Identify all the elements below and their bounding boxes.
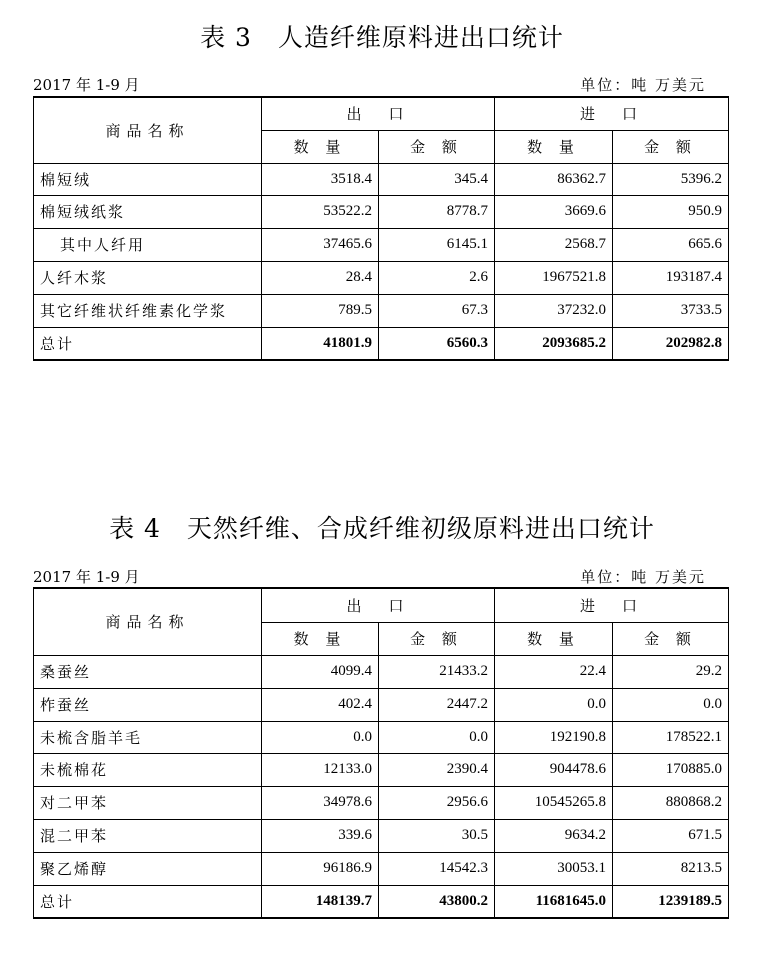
row-name: 对二甲苯 bbox=[34, 786, 262, 819]
table4-meta bbox=[33, 566, 728, 586]
table-row bbox=[34, 852, 729, 885]
row-name: 总计 bbox=[34, 885, 262, 918]
import-qty: 86362.7 bbox=[495, 163, 613, 195]
export-qty: 339.6 bbox=[262, 819, 379, 852]
import-amount: 8213.5 bbox=[613, 852, 729, 885]
table4-header-import-amount: 金 额 bbox=[613, 622, 729, 655]
export-qty: 53522.2 bbox=[262, 195, 379, 228]
import-qty: 11681645.0 bbox=[495, 885, 613, 918]
table-row bbox=[34, 228, 729, 261]
import-amount: 29.2 bbox=[613, 655, 729, 688]
import-qty: 1967521.8 bbox=[495, 261, 613, 294]
table3-header-import-qty: 数 量 bbox=[495, 130, 613, 163]
table3-header-export: 出 口 bbox=[262, 97, 495, 130]
export-amount: 43800.2 bbox=[379, 885, 495, 918]
import-qty: 192190.8 bbox=[495, 721, 613, 753]
import-qty: 37232.0 bbox=[495, 294, 613, 327]
import-qty: 2093685.2 bbox=[495, 327, 613, 360]
row-name: 其中人纤用 bbox=[34, 228, 262, 261]
export-amount: 2390.4 bbox=[379, 753, 495, 786]
export-amount: 345.4 bbox=[379, 163, 495, 195]
table-row bbox=[34, 163, 729, 195]
table-row bbox=[34, 819, 729, 852]
table3-header-export-qty: 数 量 bbox=[262, 130, 379, 163]
import-amount: 880868.2 bbox=[613, 786, 729, 819]
table4-unit: 单位：吨 万美元 bbox=[580, 568, 706, 586]
export-qty: 12133.0 bbox=[262, 753, 379, 786]
import-amount: 178522.1 bbox=[613, 721, 729, 753]
row-name: 混二甲苯 bbox=[34, 819, 262, 852]
row-name: 聚乙烯醇 bbox=[34, 852, 262, 885]
export-amount: 0.0 bbox=[379, 721, 495, 753]
table3 bbox=[33, 96, 729, 361]
export-qty: 0.0 bbox=[262, 721, 379, 753]
row-name: 棉短绒纸浆 bbox=[34, 195, 262, 228]
row-name: 棉短绒 bbox=[34, 163, 262, 195]
table-row bbox=[34, 261, 729, 294]
table-row bbox=[34, 655, 729, 688]
export-qty: 34978.6 bbox=[262, 786, 379, 819]
table3-header-export-amount: 金 额 bbox=[379, 130, 495, 163]
table-row bbox=[34, 195, 729, 228]
row-name: 未梳棉花 bbox=[34, 753, 262, 786]
export-qty: 41801.9 bbox=[262, 327, 379, 360]
export-amount: 2956.6 bbox=[379, 786, 495, 819]
table-row-total bbox=[34, 885, 729, 918]
table3-unit: 单位：吨 万美元 bbox=[580, 76, 706, 94]
export-qty: 789.5 bbox=[262, 294, 379, 327]
table-row-total bbox=[34, 327, 729, 360]
import-amount: 202982.8 bbox=[613, 327, 729, 360]
import-amount: 671.5 bbox=[613, 819, 729, 852]
row-name: 人纤木浆 bbox=[34, 261, 262, 294]
export-amount: 21433.2 bbox=[379, 655, 495, 688]
table3-period: 2017 年 1-9 月 bbox=[33, 76, 140, 94]
export-amount: 2.6 bbox=[379, 261, 495, 294]
export-qty: 96186.9 bbox=[262, 852, 379, 885]
import-qty: 9634.2 bbox=[495, 819, 613, 852]
table4-header-name: 商品名称 bbox=[34, 588, 262, 655]
export-amount: 14542.3 bbox=[379, 852, 495, 885]
export-qty: 148139.7 bbox=[262, 885, 379, 918]
table3-header-import-amount: 金 额 bbox=[613, 130, 729, 163]
table3-header-name: 商品名称 bbox=[34, 97, 262, 163]
table4-period: 2017 年 1-9 月 bbox=[33, 568, 140, 586]
import-qty: 3669.6 bbox=[495, 195, 613, 228]
table3-header-row-1 bbox=[34, 97, 729, 130]
export-amount: 2447.2 bbox=[379, 688, 495, 721]
row-name: 桑蚕丝 bbox=[34, 655, 262, 688]
export-qty: 28.4 bbox=[262, 261, 379, 294]
table-row bbox=[34, 786, 729, 819]
export-qty: 3518.4 bbox=[262, 163, 379, 195]
table4-header-export: 出 口 bbox=[262, 588, 495, 622]
row-name: 其它纤维状纤维素化学浆 bbox=[34, 294, 262, 327]
table4 bbox=[33, 587, 729, 919]
row-name: 未梳含脂羊毛 bbox=[34, 721, 262, 753]
import-amount: 950.9 bbox=[613, 195, 729, 228]
table3-header-import: 进 口 bbox=[495, 97, 729, 130]
import-amount: 3733.5 bbox=[613, 294, 729, 327]
import-amount: 0.0 bbox=[613, 688, 729, 721]
import-qty: 10545265.8 bbox=[495, 786, 613, 819]
table4-header-row-1 bbox=[34, 588, 729, 622]
export-amount: 67.3 bbox=[379, 294, 495, 327]
export-qty: 402.4 bbox=[262, 688, 379, 721]
row-name: 柞蚕丝 bbox=[34, 688, 262, 721]
table3-title: 表 3 人造纤维原料进出口统计 bbox=[200, 23, 564, 52]
import-amount: 1239189.5 bbox=[613, 885, 729, 918]
export-amount: 30.5 bbox=[379, 819, 495, 852]
export-qty: 37465.6 bbox=[262, 228, 379, 261]
table4-header-export-qty: 数 量 bbox=[262, 622, 379, 655]
import-qty: 904478.6 bbox=[495, 753, 613, 786]
table4-header-import: 进 口 bbox=[495, 588, 729, 622]
import-amount: 665.6 bbox=[613, 228, 729, 261]
import-amount: 5396.2 bbox=[613, 163, 729, 195]
export-amount: 8778.7 bbox=[379, 195, 495, 228]
table4-title: 表 4 天然纤维、合成纤维初级原料进出口统计 bbox=[109, 514, 655, 543]
row-name: 总计 bbox=[34, 327, 262, 360]
table4-header-import-qty: 数 量 bbox=[495, 622, 613, 655]
import-amount: 170885.0 bbox=[613, 753, 729, 786]
export-qty: 4099.4 bbox=[262, 655, 379, 688]
table-row bbox=[34, 721, 729, 753]
export-amount: 6560.3 bbox=[379, 327, 495, 360]
table-row bbox=[34, 753, 729, 786]
table3-meta bbox=[33, 74, 728, 94]
table-row bbox=[34, 688, 729, 721]
import-qty: 22.4 bbox=[495, 655, 613, 688]
export-amount: 6145.1 bbox=[379, 228, 495, 261]
import-amount: 193187.4 bbox=[613, 261, 729, 294]
table-row bbox=[34, 294, 729, 327]
import-qty: 30053.1 bbox=[495, 852, 613, 885]
import-qty: 2568.7 bbox=[495, 228, 613, 261]
table4-header-export-amount: 金 额 bbox=[379, 622, 495, 655]
import-qty: 0.0 bbox=[495, 688, 613, 721]
